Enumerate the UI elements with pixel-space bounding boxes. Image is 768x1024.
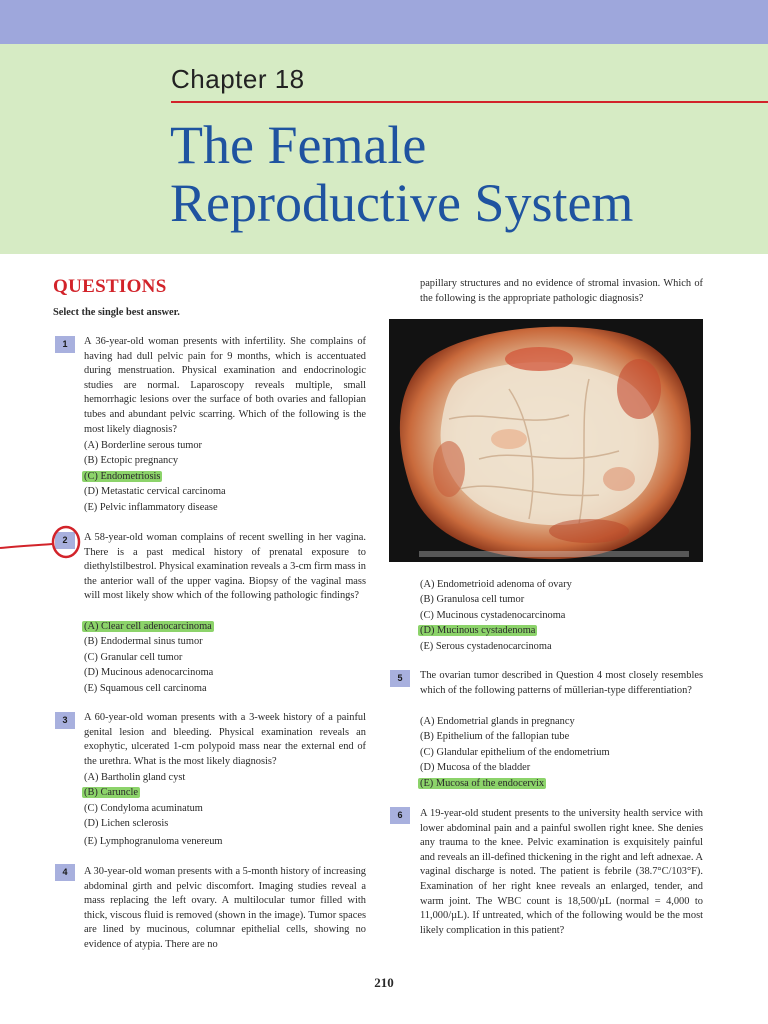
question-2-stem: A 58-year-old woman complains of recent swelling in her vagina. There is a past medical history of prenatal exposure to diethylstilbestrol. Physical examination reveals a 3-cm firm mass in the anterior wall of the upper vagina. Biopsy of the vaginal mass will most likely show which of the following pathologic findings?	[84, 532, 366, 602]
question-number-badge: 2	[55, 532, 75, 549]
option: (A) Endometrioid adenoma of ovary	[420, 579, 572, 590]
chapter-title-line2: Reproductive System	[170, 173, 634, 233]
question-5-stem: The ovarian tumor described in Question 4 most closely resembles which of the following patterns of müllerian-type differentiation?	[420, 670, 703, 696]
specimen-image	[389, 319, 703, 562]
highlighted-option: (D) Mucinous cystadenoma	[420, 625, 536, 637]
highlighted-option: (A) Clear cell adenocarcinoma	[84, 621, 212, 632]
option: (A) Endometrial glands in pregnancy	[420, 716, 575, 727]
chapter-rule	[171, 101, 768, 103]
option: (B) Ectopic pregnancy	[84, 455, 179, 467]
question-number-badge: 6	[390, 807, 410, 824]
option: (D) Metastatic cervical carcinoma	[84, 486, 226, 498]
option: (D) Mucinous adenocarcinoma	[84, 667, 214, 679]
question-3-stem: A 60-year-old woman presents with a 3-week history of a painful genital lesion and bleeding. Physical examination reveals an exophytic, ulcerated 1-cm polypoid mass near the external end of the urethra. What is the most likely diagnosis?	[84, 712, 366, 767]
question-number-badge: 1	[55, 336, 75, 353]
option: (B) Granulosa cell tumor	[420, 594, 525, 606]
question-number-badge: 4	[55, 864, 75, 881]
question-4-stem: A 30-year-old woman presents with a 5-month history of increasing abdominal girth and pelvic discomfort. Imaging studies reveal a mass replacing the left ovary. A multilocular tumor filled with thick, viscous fluid is removed (shown in the image). Tumor spaces are lined by mucinous, columnar epithelial cells, showing no evidence of atypia. There are no	[84, 866, 366, 950]
option: (E) Lymphogranuloma venereum	[84, 835, 223, 847]
question-2-options	[84, 619, 214, 696]
section-heading: QUESTIONS	[53, 276, 167, 297]
option: (C) Condyloma acuminatum	[84, 802, 203, 814]
question-1-options	[84, 438, 226, 515]
option: (D) Lichen sclerosis	[84, 818, 169, 830]
option: (E) Squamous cell carcinoma	[84, 682, 207, 694]
question-4-stem-continued: papillary structures and no evidence of stromal invasion. Which of the following is the appropriate pathologic diagnosis?	[420, 278, 703, 304]
question-1-stem: A 36-year-old woman presents with infertility. She complains of having had dull pelvic pain for 9 months, which is accentuated during menstruation. Physical examination and endocrinologic studies are normal. Laparoscopy reveals multiple, small hemorrhagic lesions over the surface of both ovaries and fallopian tubes and abundant pelvic scarring. Which of the following is the most likely diagnosis?	[84, 336, 366, 435]
highlighted-option: (B) Caruncle	[84, 787, 138, 799]
option: (C) Mucinous cystadenocarcinoma	[420, 609, 566, 621]
option: (E) Serous cystadenocarcinoma	[420, 640, 552, 652]
chapter-title	[170, 116, 633, 232]
question-3-options	[84, 770, 223, 849]
question-number-badge: 5	[390, 670, 410, 687]
chapter-title-line1: The Female	[170, 115, 427, 175]
option: (E) Pelvic inflammatory disease	[84, 501, 218, 513]
option: (B) Epithelium of the fallopian tube	[420, 731, 570, 743]
red-circle-annotation	[0, 518, 90, 568]
highlighted-option: (E) Mucosa of the endocervix	[420, 777, 545, 789]
option: (D) Mucosa of the bladder	[420, 762, 531, 774]
question-number-badge: 3	[55, 712, 75, 729]
top-color-bar	[0, 0, 768, 44]
option: (A) Bartholin gland cyst	[84, 772, 186, 783]
question-4-options	[420, 577, 572, 654]
page-number: 210	[374, 975, 394, 990]
highlighted-option: (C) Endometriosis	[84, 470, 161, 482]
question-5-options	[420, 714, 610, 791]
ovarian-tumor-photo	[389, 319, 703, 562]
option: (A) Borderline serous tumor	[84, 440, 203, 451]
instruction-text: Select the single best answer.	[53, 307, 180, 318]
option: (C) Glandular epithelium of the endometrium	[420, 746, 610, 758]
question-6-stem: A 19-year-old student presents to the university health service with lower abdominal pain and a painful swollen right knee. She denies any trauma to the knee. Pelvic examination is exquisitely painful and reveals an ill-defined thickening in the right and left adnexae. A vaginal discharge is noted. The patient is febrile (38.7°C/103°F). Examination of her right knee reveals an enlarged, tender, and warm joint. The WBC count is 18,500/µL (normal = 4,000 to 11,000/µL). If untreated, which of the following would be the most likely complication in this patient?	[420, 808, 703, 936]
chapter-label: Chapter 18	[171, 64, 305, 94]
option: (B) Endodermal sinus tumor	[84, 636, 203, 648]
option: (C) Granular cell tumor	[84, 651, 183, 663]
